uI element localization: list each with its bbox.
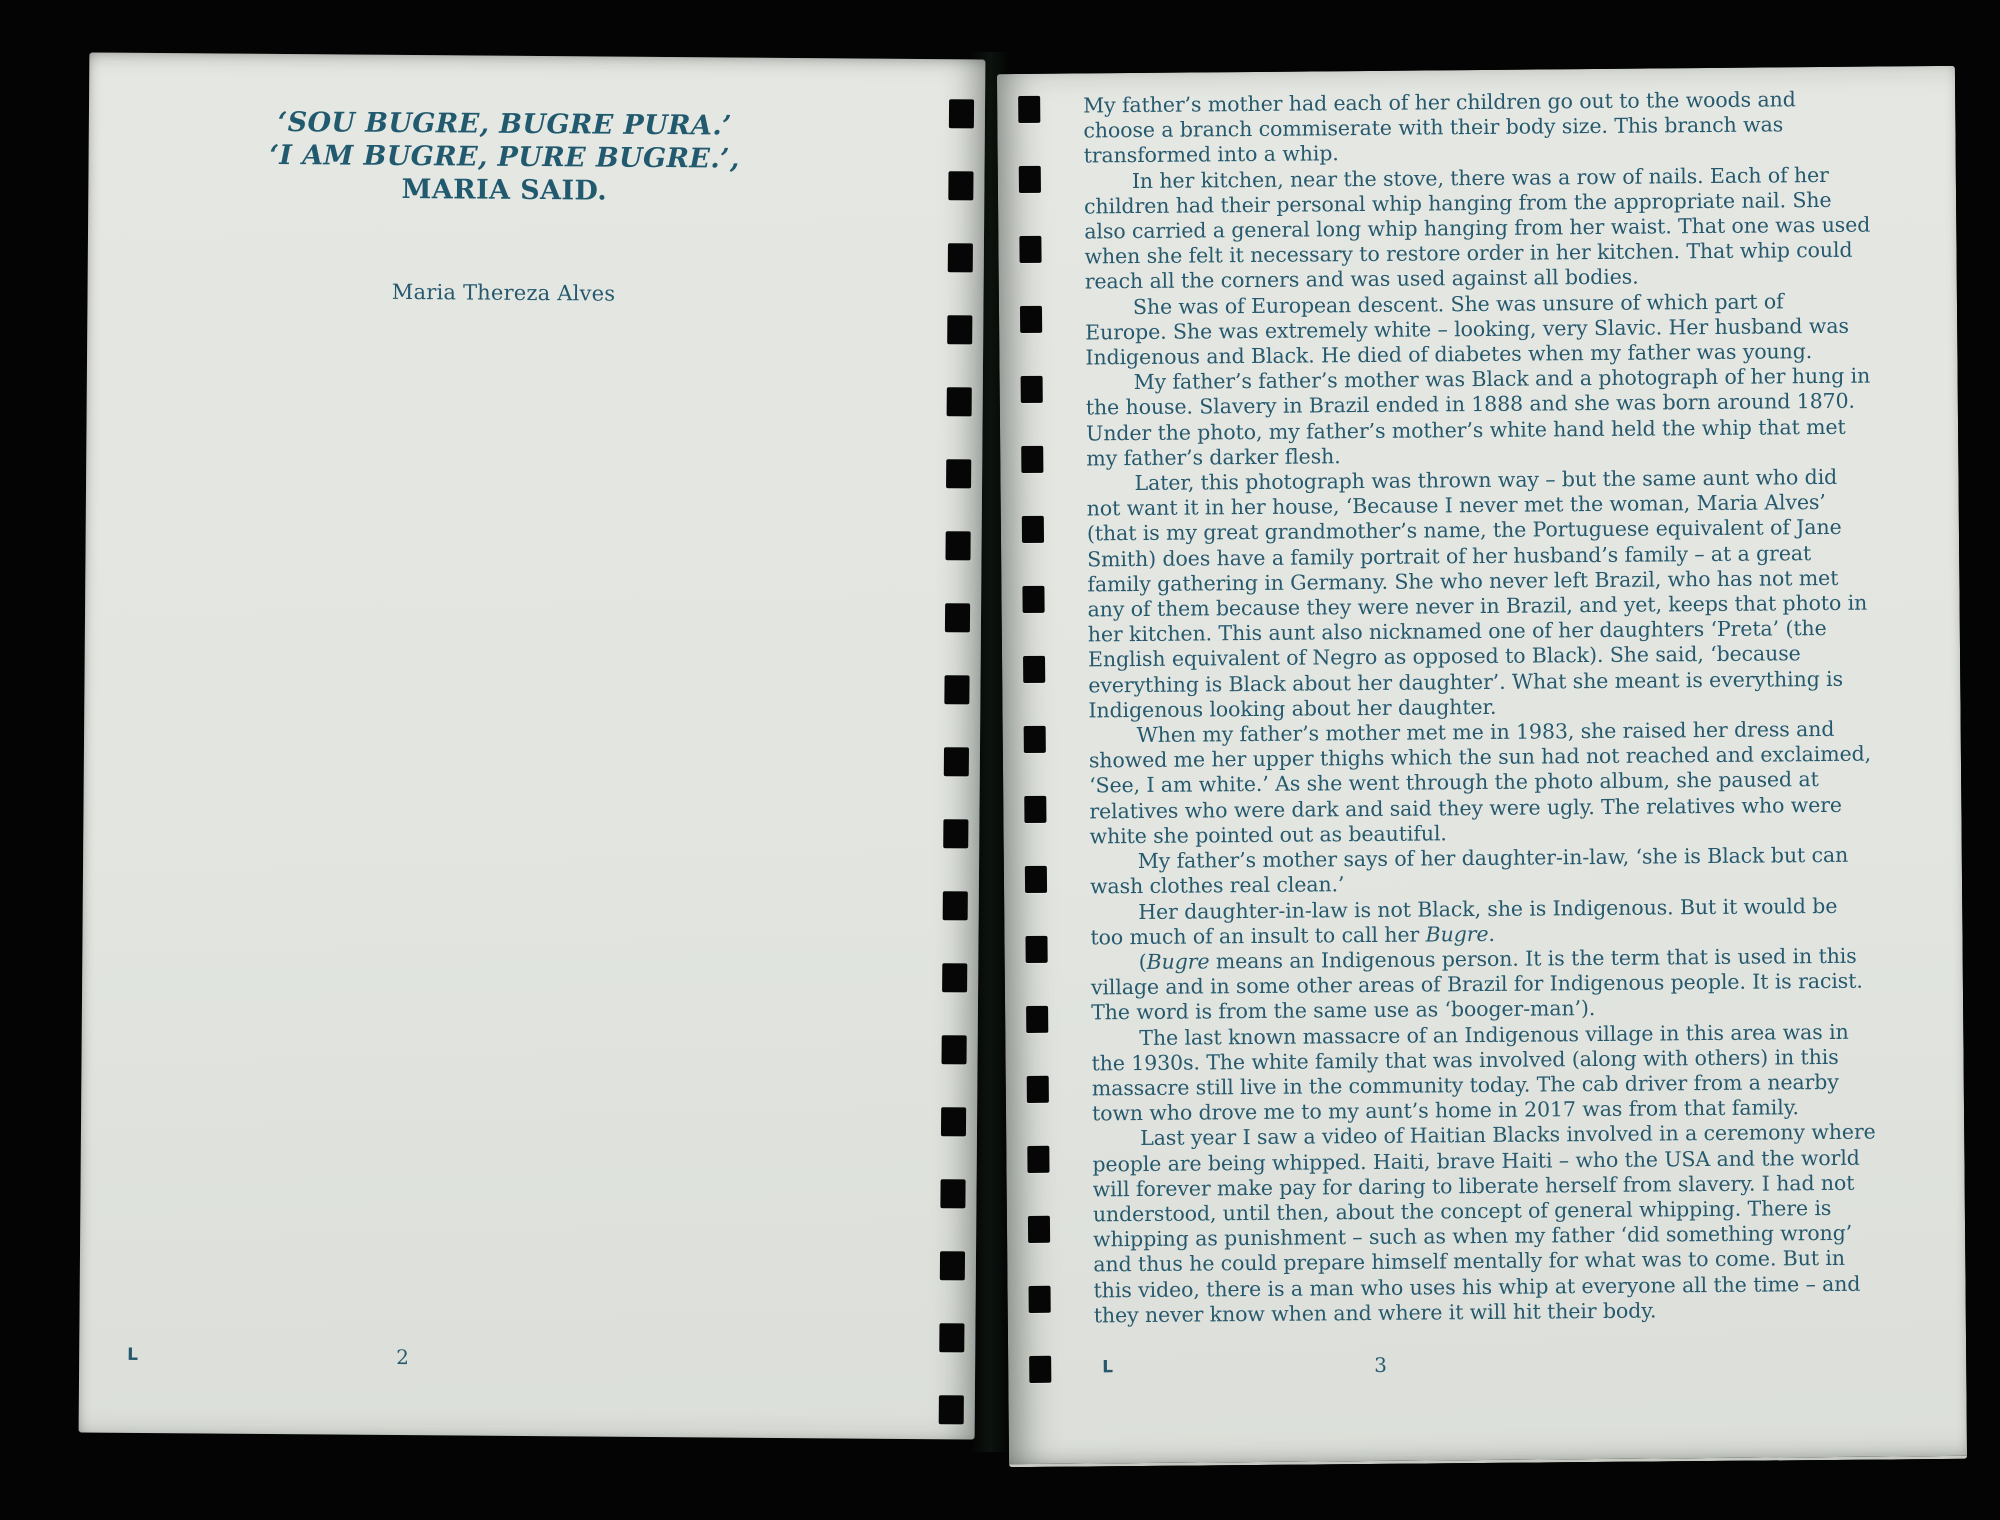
body-text [1083,87,1880,1329]
paragraph [1090,843,1876,900]
binding-hole [948,243,973,272]
binding-hole [939,1323,964,1352]
binding-hole [942,963,967,992]
text-segment: She was of European descent. She was unsure of which part of Europe. She was extremely white – looking, very Slavic. Her husband was Indigenous and Black. He died of diabetes when my father was young. [1085,288,1849,370]
text-segment: My father’s mother had each of her children go out to the woods and choose a branch commiserate with their body size. This branch was transformed into a whip. [1083,87,1796,168]
page-number-right: 3 [1374,1352,1388,1377]
binding-hole [939,1395,964,1424]
paragraph [1086,465,1874,724]
binding-hole [1027,1146,1049,1173]
binding-hole [1024,796,1046,823]
paragraph [1091,1019,1878,1127]
binding-hole [1019,236,1041,263]
paragraph [1090,893,1876,950]
paragraph [1084,162,1871,295]
text-segment: Last year I saw a video of Haitian Blacks involved in a ceremony where people are being whipped. Haiti, brave Haiti – who the USA and the world will forever make pay for daring to liberate herself from slavery. I had not understood, until then, about the concept of general whipping. There is whipping as punishment – such as when my father ‘did something wrong’ and thus he could prepare himself mentally for what was to come. But in this video, there is a man who uses his whip at everyone all the time – and they never know when and where it will hit their body. [1092,1119,1876,1328]
binding-hole [1029,1356,1051,1383]
binding-hole [1021,376,1043,403]
paragraph [1091,943,1878,1025]
text-segment: Her daughter-in-law is not Black, she is Indigenous. But it would be too much of an insult to call her [1090,893,1838,950]
left-page [79,53,986,1440]
binding-hole [944,747,969,776]
paragraph [1092,1120,1880,1328]
footer-mark-left-page: L [127,1344,139,1365]
title-line: ‘SOU BUGRE, BUGRE PURA.’ [277,106,733,142]
binding-hole [1029,1286,1051,1313]
title-line: ‘I AM BUGRE, PURE BUGRE.’, [269,139,740,175]
binding-hole [940,1251,965,1280]
binding-hole [1025,866,1047,893]
binding-hole [944,675,969,704]
binding-hole [949,99,974,128]
text-segment: . [1488,921,1495,946]
binding-hole [940,1179,965,1208]
binding-hole [942,1035,967,1064]
binding-hole [945,531,970,560]
author-name: Maria Thereza Alves [391,279,616,306]
paragraph [1086,364,1873,472]
binding-hole [943,819,968,848]
text-segment: ( [1138,949,1147,974]
right-page [997,66,1967,1467]
binding-hole [1021,446,1043,473]
text-segment: In her kitchen, near the stove, there was a row of nails. Each of her children had their personal whip hanging from the appropriate nail. She also carried a general long whip hanging from her waist. That one was used when she felt it necessary to restore order in her kitchen. That whip could reach all the corners and was used against all bodies. [1083,162,1871,294]
text-segment: Later, this photograph was thrown way – but the same aunt who did not want it in her house, ‘Because I never met the woman, Maria Alves’ (that is my great grandmother’s name, the Portuguese equivalent of Jane Smith) does have a family portrait of her husband’s family – at a great family gathering in Germany. She who never left Brazil, who has not met any of them because they were never in Brazil, and yet, keeps that photo in her kitchen. This aunt also nicknamed one of her daughters ‘Preta’ (the English equivalent of Negro as opposed to Black). She said, ‘because everything is Black about her daughter’. What she meant is everything is Indigenous looking about her daughter. [1086,464,1868,723]
binding-hole [947,387,972,416]
paragraph [1083,87,1870,169]
binding-hole [1020,306,1042,333]
title-line: MARIA SAID. [401,173,608,207]
binding-hole [1019,166,1041,193]
binding-hole [1022,586,1044,613]
binding-hole [943,891,968,920]
footer-mark-right-page: L [1102,1357,1114,1378]
paragraph [1085,288,1872,370]
binding-hole [1023,656,1045,683]
italic-text: Bugre [1425,921,1489,947]
binding-hole [1018,96,1040,123]
author-block [147,278,859,308]
binding-hole [948,171,973,200]
binding-hole [947,315,972,344]
binding-hole [1026,1006,1048,1033]
text-segment: My father’s mother says of her daughter-in-law, ‘she is Black but can wash clothes real clean.’ [1089,842,1849,899]
text-segment: My father’s father’s mother was Black and a photograph of her hung in the house. Slavery in Brazil ended in 1888 and she was born around 1870. Under the photo, my father’s mother’s white hand held the whip that met my father’s darker flesh. [1085,363,1871,471]
paragraph [1089,717,1876,850]
binding-hole [1028,1216,1050,1243]
page-number-left: 2 [396,1344,410,1370]
text-segment: means an Indigenous person. It is the term that is used in this village and in some other areas of Brazil for Indigenous people. It is racist. The word is from the same use as ‘booger-man’). [1090,943,1863,1025]
text-segment: When my father’s mother met me in 1983, she raised her dress and showed me her upper thighs which the sun had not reached and exclaimed, ‘See, I am white.’ As she went through the photo album, she paused at relatives who were dark and said they were ugly. The relatives who were white she pointed out as beautiful. [1088,717,1872,849]
binding-hole [946,459,971,488]
binding-holes-column [939,99,974,1424]
binding-hole [1027,1076,1049,1103]
italic-text: Bugre [1146,949,1210,974]
title-block [148,105,861,210]
text-segment: The last known massacre of an Indigenous village in this area was in the 1930s. The white family that was involved (along with others) in this massacre still live in the community today. The cab driver from a nearby town who drove me to my aunt’s home in 2017 was from that family. [1091,1019,1849,1126]
binding-hole [945,603,970,632]
binding-holes-column [1018,96,1051,1383]
binding-hole [941,1107,966,1136]
binding-hole [1024,726,1046,753]
binding-hole [1025,936,1047,963]
binding-hole [1022,516,1044,543]
